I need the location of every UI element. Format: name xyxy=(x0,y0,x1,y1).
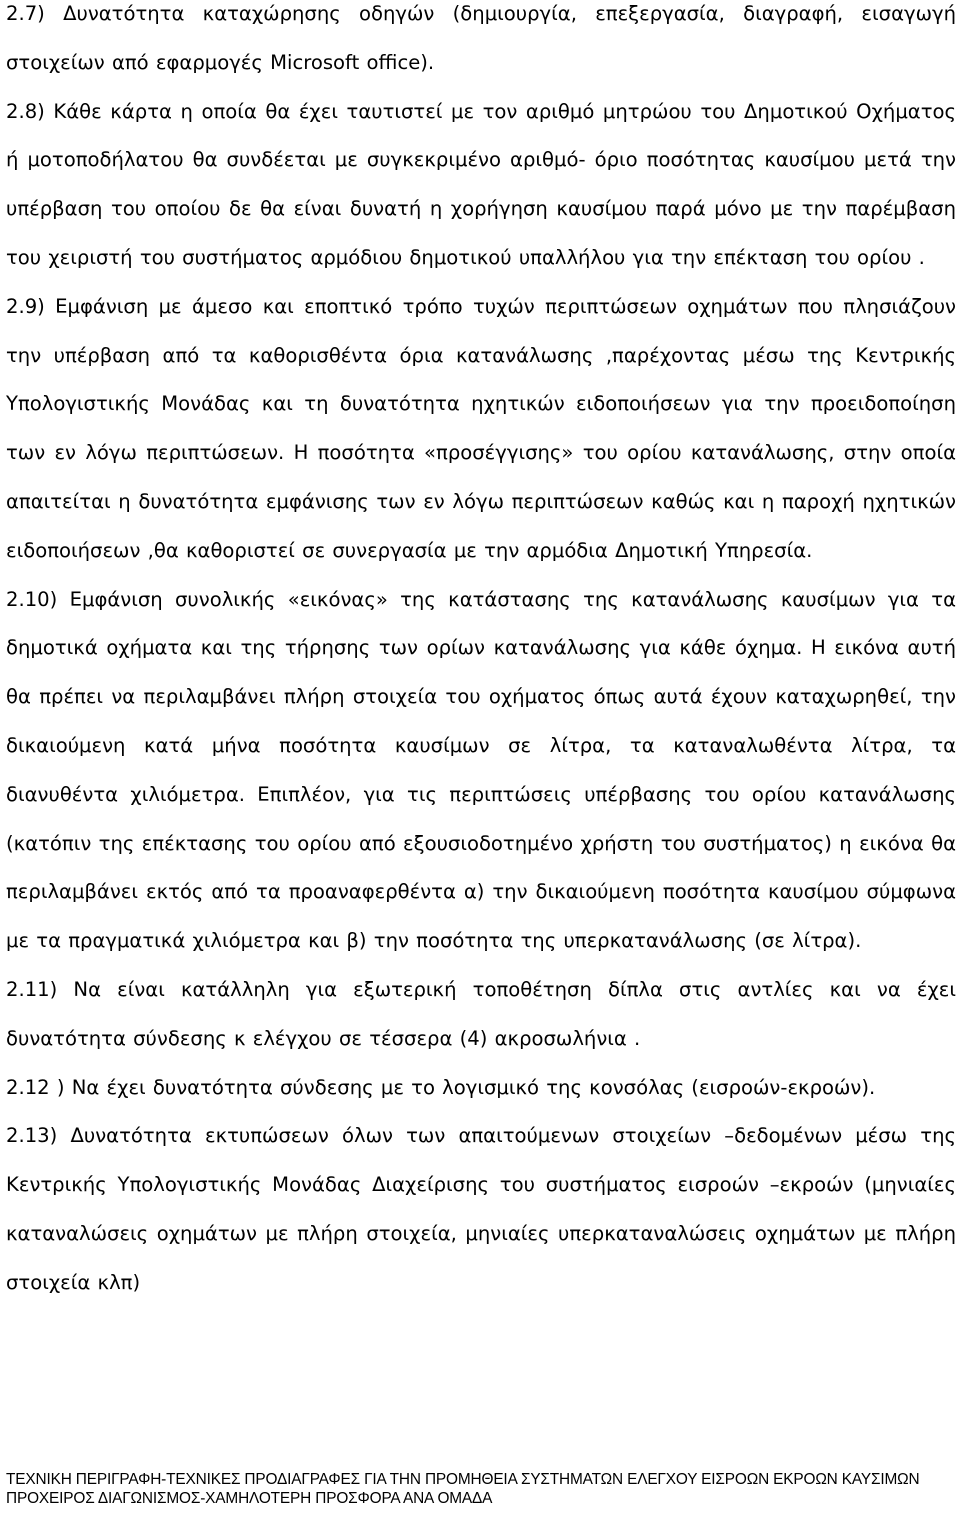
document-body xyxy=(6,0,956,1308)
paragraph-text: Δυνατότητα καταχώρησης οδηγών (δημιουργία, επεξεργασία, διαγραφή, εισαγωγή στοιχείων από εφαρμογές Microsoft office). xyxy=(6,2,956,74)
paragraph-text: Εμφάνιση με άμεσο και εποπτικό τρόπο τυχών περιπτώσεων οχημάτων που πλησιάζουν την υπέρβαση από τα καθορισθέντα όρια κατανάλωσης ,παρέχοντας μέσω της Κεντρικής Υπολογιστικής Μονάδας και τη δυνατότητα ηχητικών ειδοποιήσεων για την προειδοποίηση των εν λόγω περιπτώσεων. Η ποσότητα «προσέγγισης» του ορίου κατανάλωσης, στην οποία απαιτείται η δυνατότητα εμφάνισης των εν λόγω περιπτώσεων καθώς και η παροχή ηχητικών ειδοποιήσεων ,θα καθοριστεί σε συνεργασία με την αρμόδια Δημοτική Υπηρεσία. xyxy=(6,294,956,562)
page-footer xyxy=(6,1470,956,1508)
paragraph-text: Κάθε κάρτα η οποία θα έχει ταυτιστεί με τον αριθμό μητρώου του Δημοτικού Οχήματος ή μοτοποδήλατου θα συνδέεται με συγκεκριμένο αριθμό- όριο ποσότητας καυσίμου μετά την υπέρβαση του οποίου δε θα είναι δυνατή η χορήγηση καυσίμου παρά μόνο με την παρέμβαση του χειριστή του συστήματος αρμόδιου δημοτικού υπαλλήλου για την επέκταση του ορίου . xyxy=(6,99,956,269)
paragraph-text: Δυνατότητα εκτυπώσεων όλων των απαιτούμενων στοιχείων –δεδομένων μέσω της Κεντρικής Υπολογιστικής Μονάδας Διαχείρισης του συστήματος εισροών –εκροών (μηνιαίες καταναλώσεις οχημάτων με πλήρη στοιχεία, μηνιαίες υπερκαταναλώσεις οχημάτων με πλήρη στοιχεία κλπ) xyxy=(6,1124,956,1294)
paragraph-text: Να έχει δυνατότητα σύνδεσης με το λογισμικό της κονσόλας (εισροών-εκροών). xyxy=(64,1075,876,1099)
paragraph-number: 2.11) xyxy=(6,977,58,1001)
paragraph-number: 2.13) xyxy=(6,1124,58,1148)
paragraph-number: 2.7) xyxy=(6,2,45,25)
paragraph-2-8 xyxy=(6,88,956,283)
paragraph-text: Εμφάνιση συνολικής «εικόνας» της κατάστασης της κατανάλωσης καυσίμων για τα δημοτικά οχήματα και της τήρησης των ορίων κατανάλωσης για κάθε όχημα. Η εικόνα αυτή θα πρέπει να περιλαμβάνει πλήρη στοιχεία του οχήματος όπως αυτά έχουν καταχωρηθεί, την δικαιούμενη κατά μήνα ποσότητα καυσίμων σε λίτρα, τα καταναλωθέντα λίτρα, τα διανυθέντα χιλιόμετρα. Επιπλέον, για τις περιπτώσεις υπέρβασης του ορίου κατανάλωσης (κατόπιν της επέκτασης του ορίου από εξουσιοδοτημένο χρήστη του συστήματος) η εικόνα θα περιλαμβάνει εκτός από τα προαναφερθέντα α) την δικαιούμενη ποσότητα καυσίμου σύμφωνα με τα πραγματικά χιλιόμετρα και β) την ποσότητα της υπερκατανάλωσης (σε λίτρα). xyxy=(6,587,956,953)
footer-line-1: ΤΕΧΝΙΚΗ ΠΕΡΙΓΡΑΦΗ-ΤΕΧΝΙΚΕΣ ΠΡΟΔΙΑΓΡΑΦΕΣ ΓΙΑ ΤΗΝ ΠΡΟΜΗΘΕΙΑ ΣΥΣΤΗΜΑΤΩΝ ΕΛΕΓΧΟΥ ΕΙΣΡΟΩΝ ΕΚΡΟΩΝ ΚΑΥΣΙΜΩΝ xyxy=(6,1471,920,1488)
paragraph-number: 2.10) xyxy=(6,587,58,611)
paragraph-2-13 xyxy=(6,1112,956,1307)
paragraph-number: 2.12 ) xyxy=(6,1075,65,1099)
paragraph-2-12 xyxy=(6,1064,956,1113)
paragraph-2-10 xyxy=(6,576,956,966)
paragraph-number: 2.9) xyxy=(6,294,45,318)
paragraph-text: Να είναι κατάλληλη για εξωτερική τοποθέτηση δίπλα στις αντλίες και να έχει δυνατότητα σύνδεσης κ ελέγχου σε τέσσερα (4) ακροσωλήνια . xyxy=(6,977,956,1050)
footer-line-2: ΠΡΟΧΕΙΡΟΣ ΔΙΑΓΩΝΙΣΜΟΣ-ΧΑΜΗΛΟΤΕΡΗ ΠΡΟΣΦΟΡΑ ΑΝΑ ΟΜΑΔΑ xyxy=(6,1490,493,1507)
paragraph-2-11 xyxy=(6,966,956,1064)
paragraph-number: 2.8) xyxy=(6,99,45,123)
paragraph-2-7 xyxy=(6,0,956,88)
paragraph-2-9 xyxy=(6,283,956,576)
